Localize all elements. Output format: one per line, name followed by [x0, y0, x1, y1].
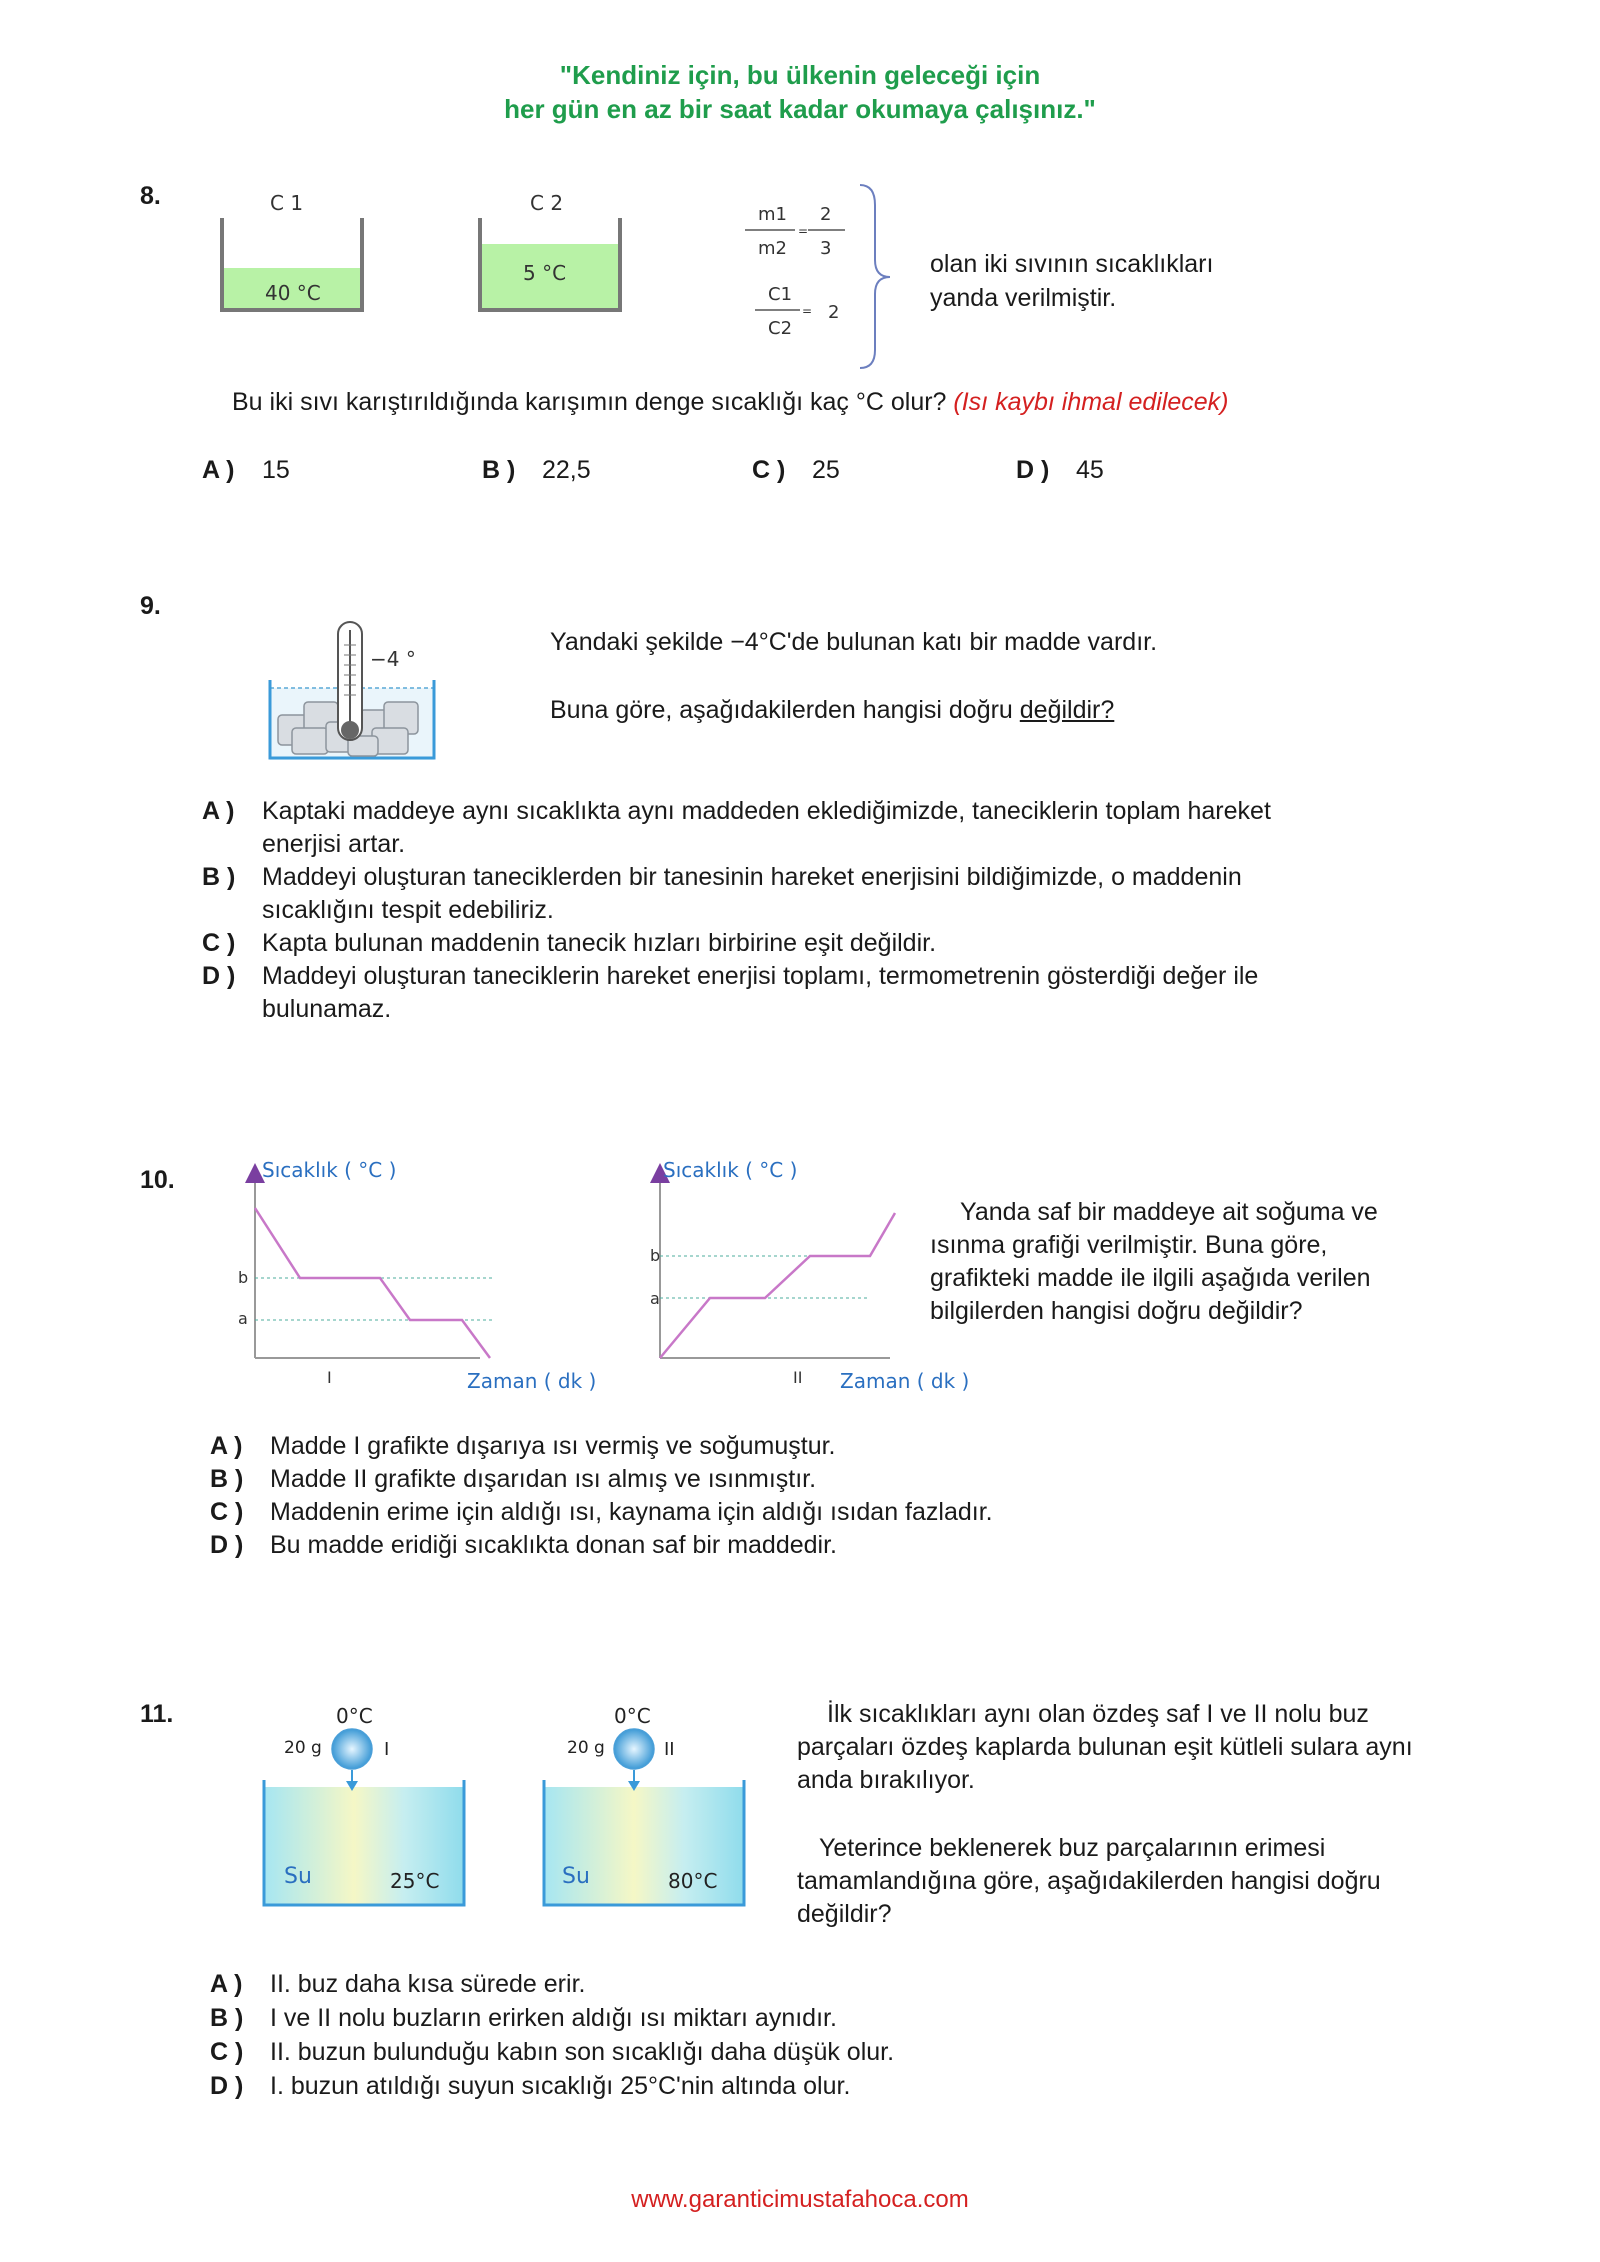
- q8-side-line-1: olan iki sıvının sıcaklıkları: [930, 250, 1214, 278]
- q10-option-b[interactable]: B ) Madde II grafikte dışarıdan ısı almış ve ısınmıştır.: [210, 1465, 817, 1493]
- q11-option-a[interactable]: A ) II. buz daha kısa sürede erir.: [210, 1970, 586, 1998]
- svg-text:II: II: [664, 1739, 675, 1760]
- graph2-ylabel: Sıcaklık ( °C ): [663, 1158, 798, 1182]
- motto-line-2: her gün en az bir saat kadar okumaya çalışınız.": [504, 94, 1096, 124]
- q8-option-b[interactable]: B ) 22,5: [482, 456, 591, 484]
- q10-option-d[interactable]: D ) Bu madde eridiği sıcaklıkta donan saf bir maddedir.: [210, 1531, 837, 1559]
- graph2-tag: II: [793, 1368, 803, 1387]
- t2-label: 5 °C: [523, 261, 567, 285]
- c-den: C2: [768, 318, 793, 339]
- q8-option-c[interactable]: C ) 25: [752, 456, 840, 484]
- q8-question: Bu iki sıvı karıştırıldığında karışımın denge sıcaklığı kaç °C olur? (Isı kaybı ihmal edilecek): [232, 388, 1229, 416]
- svg-text:20 g: 20 g: [284, 1738, 322, 1758]
- motto-line-1: "Kendiniz için, bu ülkenin geleceği için: [559, 60, 1041, 90]
- graph1-curve: [255, 1208, 490, 1358]
- q10-options: [210, 1430, 1310, 1562]
- q9-option-c[interactable]: C ) Kapta bulunan maddenin tanecik hızları birbirine eşit değildir.: [202, 929, 937, 957]
- q10-option-c[interactable]: C ) Maddenin erime için aldığı ısı, kaynama için aldığı ısıdan fazladır.: [210, 1498, 993, 1526]
- q11-option-b[interactable]: B ) I ve II nolu buzların erirken aldığı ısı miktarı aynıdır.: [210, 2004, 837, 2032]
- graph1-tag: I: [327, 1368, 332, 1387]
- graph1-ylabel: Sıcaklık ( °C ): [262, 1158, 397, 1182]
- svg-text:0°C: 0°C: [336, 1704, 373, 1728]
- brace: [860, 185, 890, 368]
- q9-option-b[interactable]: B ) Maddeyi oluşturan taneciklerden bir tanesinin hareket enerjisini bildiğimizde, o maddenin sıcaklığını tespit edebiliriz.: [202, 863, 1242, 924]
- svg-text:b: b: [238, 1268, 249, 1287]
- footer-link[interactable]: www.garanticimustafahoca.com: [631, 2186, 969, 2213]
- q11-side-1: İlk sıcaklıkları aynı olan özdeş saf I ve II nolu buz parçaları özdeş kaplarda bulunan eşit kütleli sulara aynı anda bırakılıyor.: [797, 1700, 1413, 1794]
- q11-side-2: Yeterince beklenerek buz parçalarının erimesi tamamlandığına göre, aşağıdakilerden hangisi doğru değildir?: [797, 1834, 1381, 1928]
- t1-label: 40 °C: [265, 281, 321, 305]
- q11-figure: [260, 1695, 760, 1915]
- q9-figure: [264, 610, 444, 760]
- q8-note: (Isı kaybı ihmal edilecek): [953, 388, 1229, 416]
- question-number: 8.: [140, 182, 161, 210]
- m2-label: m2: [758, 238, 787, 259]
- m1-label: m1: [758, 204, 787, 225]
- svg-text:=: =: [798, 224, 809, 238]
- thermo-reading: −4 °: [370, 647, 416, 671]
- c-num: C1: [768, 284, 793, 305]
- m-den: 3: [820, 238, 832, 259]
- graph1-xlabel: Zaman ( dk ): [467, 1369, 597, 1393]
- graph2-xlabel: Zaman ( dk ): [840, 1369, 970, 1393]
- q11-option-d[interactable]: D ) I. buzun atıldığı suyun sıcaklığı 25°C'nin altında olur.: [210, 2072, 851, 2100]
- q9-option-a[interactable]: A ) Kaptaki maddeye aynı sıcaklıkta aynı maddeden eklediğimizde, taneciklerin toplam hareket enerjisi artar.: [202, 797, 1271, 858]
- q10-option-a[interactable]: A ) Madde I grafikte dışarıya ısı vermiş ve soğumuştur.: [210, 1432, 836, 1460]
- q9-option-d[interactable]: D ) Maddeyi oluşturan taneciklerin hareket enerjisi toplamı, termometrenin gösterdiği değer ile bulunamaz.: [202, 962, 1259, 1023]
- q9-statement: Yandaki şekilde −4°C'de bulunan katı bir madde vardır.: [550, 628, 1158, 656]
- svg-text:a: a: [650, 1289, 660, 1308]
- svg-text:0°C: 0°C: [614, 1704, 651, 1728]
- svg-text:=: =: [802, 304, 813, 318]
- temp-2: 80°C: [668, 1869, 718, 1893]
- q8-option-d[interactable]: D ) 45: [1016, 456, 1104, 484]
- q8-side-line-2: yanda verilmiştir.: [930, 284, 1117, 312]
- svg-text:20 g: 20 g: [567, 1738, 605, 1758]
- question-number: 9.: [140, 592, 161, 620]
- c-val: 2: [828, 302, 840, 323]
- q11-options: [210, 1968, 1310, 2103]
- q8-figure: [210, 180, 930, 370]
- q10-side-text: Yanda saf bir maddeye ait soğuma ve ısınma grafiği verilmiştir. Buna göre, grafikteki madde ile ilgili aşağıda verilen bilgilerden hangisi doğru değildir?: [930, 1198, 1378, 1325]
- svg-text:I: I: [384, 1739, 390, 1760]
- c1-label: C 1: [270, 191, 304, 215]
- ice-2-icon: [614, 1729, 654, 1769]
- temp-1: 25°C: [390, 1869, 440, 1893]
- q9-question: Buna göre, aşağıdakilerden hangisi doğru değildir?: [550, 696, 1115, 724]
- svg-text:b: b: [650, 1246, 661, 1265]
- water-label-2: Su: [562, 1864, 590, 1889]
- question-number: 10.: [140, 1166, 175, 1194]
- q9-options: [202, 795, 1352, 1026]
- c2-label: C 2: [530, 191, 564, 215]
- q11-option-c[interactable]: C ) II. buzun bulunduğu kabın son sıcaklığı daha düşük olur.: [210, 2038, 895, 2066]
- q8-option-a[interactable]: A ) 15: [202, 456, 290, 484]
- ice-1-icon: [332, 1729, 372, 1769]
- question-number: 11.: [140, 1700, 174, 1728]
- graph2-curve: [660, 1213, 895, 1358]
- m-num: 2: [820, 204, 832, 225]
- svg-text:a: a: [238, 1309, 248, 1328]
- water-label-1: Su: [284, 1864, 312, 1889]
- q10-graphs: [230, 1158, 980, 1398]
